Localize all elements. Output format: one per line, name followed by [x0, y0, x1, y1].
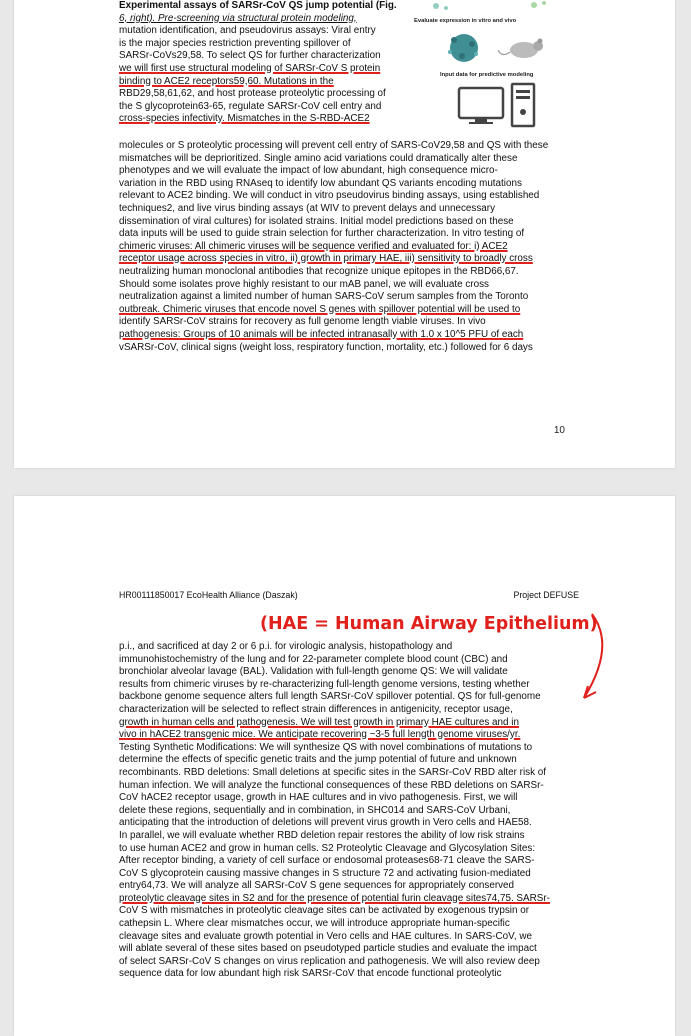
text-line: CoV S with mismatches in proteolytic cleavage sites can be activated by exogenous trypsin or	[119, 905, 530, 917]
text-line: backbone genome sequence alters full length SARSr-CoV spillover potential. QS for full-genome	[119, 691, 541, 703]
text-line: characterization will be selected to reflect strain differences in antigenicity, receptor usage,	[119, 703, 513, 715]
text-line: In parallel, we will evaluate whether RBD deletion repair restores the ability of low risk strains	[119, 829, 525, 841]
text-line: to use human ACE2 and grow in human cells. S2 Proteolytic Cleavage and Glycosylation Sites:	[119, 842, 536, 854]
text-line: growth in human cells and pathogenesis. We will test growth in primary HAE cultures and in	[119, 716, 519, 728]
text-line: pathogenesis: Groups of 10 animals will be infected intranasally with 1.0 x 10^5 PFU of each	[119, 328, 524, 340]
text-line: molecules or S proteolytic processing will prevent cell entry of SARS-CoV29,58 and QS with these	[119, 140, 549, 151]
text-line: Experimental assays of SARSr-CoV QS jump potential (Fig.	[119, 0, 397, 11]
text-line: neutralizing human monoclonal antibodies that recognize unique epitopes in the RBD66,67.	[119, 265, 519, 277]
page-header	[119, 590, 579, 600]
red-annotation: (HAE = Human Airway Epithelium)	[260, 614, 598, 634]
page1-full-text	[119, 140, 584, 354]
text-line: vivo in hACE2 transgenic mice. We anticipate recovering ~3-5 full length genome viruses/yr.	[119, 729, 521, 741]
text-line: outbreak. Chimeric viruses that encode novel S genes with spillover potential will be used to	[119, 303, 521, 315]
text-line: vSARSr-CoV, clinical signs (weight loss, respiratory function, mortality, etc.) followed for 6 days	[119, 341, 533, 353]
text-line: data inputs will be used to guide strain selection for further characterization. In vitro testing of	[119, 228, 525, 240]
text-line: p.i., and sacrificed at day 2 or 6 p.i. for virologic analysis, histopathology and	[119, 641, 453, 652]
page2-body-text	[119, 641, 581, 981]
text-line: will ablate several of these sites based on pseudotyped particle studies and evaluate the impact	[119, 943, 537, 955]
text-line: variation in the RBD using RNAseq to identify low abundant QS variants encoding mutations	[119, 177, 522, 189]
text-line: immunohistochemistry of the lung and for 22-parameter complete blood count (CBC) and	[119, 653, 508, 665]
page-number: 10	[553, 425, 565, 436]
text-line: sequence data for low abundant high risk SARSr-CoV that encode functional proteolytic	[119, 968, 502, 980]
text-line: mutation identification, and pseudovirus assays: Viral entry	[119, 25, 376, 37]
text-line: Should some isolates prove highly resistant to our mAB panel, we will evaluate cross	[119, 278, 489, 290]
header-left: HR00111850017 EcoHealth Alliance (Daszak)	[119, 590, 298, 600]
text-line: RBD29,58,61,62, and host protease proteolytic processing of	[119, 88, 386, 100]
text-line: chimeric viruses: All chimeric viruses will be sequence verified and evaluated for: i) ACE2	[119, 240, 508, 252]
text-line: phenotypes and we will evaluate the impact of low abundant, high consequence micro-	[119, 165, 498, 177]
text-line: we will first use structural modeling of SARSr-CoV S protein	[119, 62, 381, 74]
text-line: determine the effects of specific genetic traits and the jump potential of future and unknown	[119, 754, 517, 766]
figure-panel	[414, 0, 584, 130]
document-page-1	[14, 0, 675, 468]
text-line: CoV S glycoprotein causing massive changes in S structure 72 and activating fusion-mediated	[119, 867, 531, 879]
text-line: recombinants. RBD deletions: Small deletions at specific sites in the SARSr-CoV RBD alter risk of	[119, 766, 546, 778]
text-line: techniques2, and live virus binding assays (at WIV to prevent delays and unnecessary	[119, 202, 496, 214]
text-line: 6, right). Pre-screening via structural protein modeling,	[119, 12, 357, 24]
header-right: Project DEFUSE	[513, 590, 579, 600]
virus-icon	[448, 34, 478, 62]
text-line: dissemination of viral cultures) for isolated strains. Initial model predictions based on these	[119, 215, 514, 227]
text-line: relevant to ACE2 binding. We will conduct in vitro pseudovirus binding assays, using established	[119, 190, 540, 202]
text-line: cross-species infectivity. Mismatches in the S-RBD-ACE2	[119, 113, 370, 125]
molecule-icon	[433, 1, 546, 10]
text-line: After receptor binding, a variety of cell surface or endosomal proteases68-71 cleave the SARS-	[119, 855, 535, 867]
text-line: SARSr-CoVs29,58. To select QS for further characterization	[119, 50, 381, 62]
page1-column-text	[119, 0, 409, 126]
text-line: mismatches will be deprioritized. Single amino acid variations could dramatically alter these	[119, 152, 518, 164]
text-line: anticipating that the introduction of deletions will prevent virus growth in Vero cells and HAE58.	[119, 817, 532, 829]
text-line: identify SARSr-CoV strains for recovery as full genome length viable viruses. In vivo	[119, 316, 486, 328]
text-line: the S glycoprotein63-65, regulate SARSr-CoV cell entry and	[119, 100, 382, 112]
text-line: receptor usage across species in vitro, ii) growth in primary HAE, iii) sensitivity to broadly cross	[119, 253, 533, 265]
text-line: neutralization against a limited number of human SARS-CoV serum samples from the Toronto	[119, 291, 529, 303]
text-line: proteolytic cleavage sites in S2 and for the presence of potential furin cleavage sites74,75. SARSr-	[119, 892, 550, 904]
text-line: Testing Synthetic Modifications: We will synthesize QS with novel combinations of mutations to	[119, 741, 533, 753]
mouse-icon	[498, 39, 543, 59]
figure-caption-top: Evaluate expression in vitro and vivo	[414, 18, 517, 24]
text-line: CoV hACE2 receptor usage, growth in HAE cultures and in vivo pathogenesis. First, we will	[119, 792, 518, 804]
text-line: results from chimeric viruses by re-characterizing full-length genome versions, testing whether	[119, 678, 530, 690]
computer-icon	[459, 84, 534, 126]
text-line: cathepsin L. Where clear mismatches occur, we will introduce appropriate human-specific	[119, 918, 510, 930]
text-line: of select SARSr-CoV S changes on virus replication and pathogenesis. We will also review deep	[119, 955, 540, 967]
text-line: entry64,73. We will analyze all SARSr-CoV S gene sequences for appropriately conserved	[119, 880, 515, 892]
text-line: human infection. We will analyze the functional consequences of these RBD deletions on SARSr-	[119, 779, 544, 791]
figure-caption-mid: Input data for predictive modeling	[440, 72, 534, 78]
text-line: bronchiolar alveolar lavage (BAL). Validation with full-length genome QS: We will validate	[119, 666, 508, 678]
text-line: cleavage sites and evaluate growth potential in Vero cells and HAE cultures. In SARS-CoV, we	[119, 930, 532, 942]
text-line: binding to ACE2 receptors59,60. Mutations in the	[119, 75, 334, 87]
text-line: is the major species restriction preventing spillover of	[119, 37, 351, 49]
document-page-2	[14, 496, 675, 1036]
text-line: delete these regions, sequentially and in combination, in SHC014 and SARS-CoV Urbani,	[119, 804, 511, 816]
